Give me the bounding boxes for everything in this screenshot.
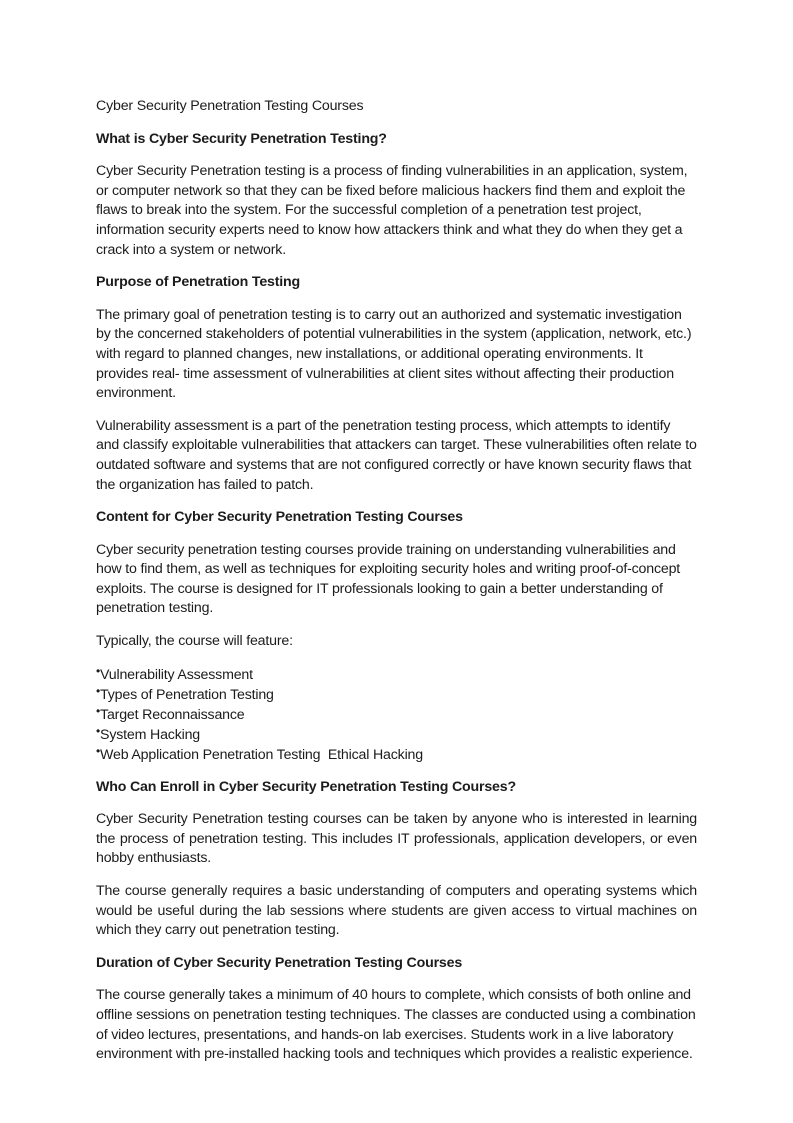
body-paragraph: The course generally requires a basic understanding of computers and operating systems which would be useful during the lab sessions where students are given access to virtual machines on which they carry out penetration testing. bbox=[96, 883, 697, 939]
section-heading-content: Content for Cyber Security Penetration Testing Courses bbox=[96, 509, 463, 526]
bullet-item-label: Vulnerability Assessment bbox=[100, 666, 253, 683]
body-paragraph: The course generally takes a minimum of 40 hours to complete, which consists of both online and offline sessions on penetration testing techniques. The classes are conducted using a combination of video lectures, presentations, and hands-on lab exercises. Students work in a live laboratory environment with pre-installed hacking tools and techniques which provides a realistic experience. bbox=[96, 987, 696, 1063]
bullet-item-label: Types of Penetration Testing bbox=[100, 686, 274, 703]
body-paragraph: Cyber Security Penetration testing courses can be taken by anyone who is interested in learning the process of penetration testing. This includes IT professionals, application developers, or even hobby enthusiasts. bbox=[96, 811, 697, 867]
list-item bbox=[96, 705, 697, 725]
bullet-icon: • bbox=[96, 663, 101, 678]
section-heading-duration: Duration of Cyber Security Penetration Testing Courses bbox=[96, 954, 463, 971]
bullet-item-label: Target Reconnaissance bbox=[100, 706, 245, 723]
list-item bbox=[96, 725, 697, 745]
body-paragraph: Vulnerability assessment is a part of the penetration testing process, which attempts to identify and classify exploitable vulnerabilities that attackers can target. These vulnerabilities often relate to outdated software and systems that are not configured correctly or have known security flaws that the organization has failed to patch. bbox=[96, 417, 697, 493]
section-heading-purpose: Purpose of Penetration Testing bbox=[96, 274, 301, 291]
list-item bbox=[96, 745, 697, 765]
section-heading-who-can-enroll: Who Can Enroll in Cyber Security Penetration Testing Courses? bbox=[96, 778, 516, 795]
document-title: Cyber Security Penetration Testing Courses bbox=[96, 98, 364, 114]
bullet-icon: • bbox=[96, 743, 101, 758]
body-paragraph: Cyber Security Penetration testing is a process of finding vulnerabilities in an application, system, or computer network so that they can be fixed before malicious hackers find them and exploit the flaws to break into the system. For the successful completion of a penetration test project, information security experts need to know how attackers think and what they do when they get a crack into a system or network. bbox=[96, 163, 688, 258]
bullet-list bbox=[96, 665, 697, 765]
bullet-item-label: System Hacking bbox=[100, 726, 201, 743]
list-item bbox=[96, 665, 697, 685]
section-heading-what-is: What is Cyber Security Penetration Testing? bbox=[96, 130, 387, 147]
document-content bbox=[96, 97, 697, 1078]
body-paragraph: The primary goal of penetration testing is to carry out an authorized and systematic investigation by the concerned stakeholders of potential vulnerabilities in the system (application, network, etc.) with regard to planned changes, new installations, or additional operating environments. It provides real- time assessment of vulnerabilities at client sites without affecting their production environment. bbox=[96, 306, 692, 402]
body-paragraph: Cyber security penetration testing courses provide training on understanding vulnerabilities and how to find them, as well as techniques for exploiting security holes and writing proof-of-concept exploits. The course is designed for IT professionals looking to gain a better understanding of penetration testing. bbox=[96, 541, 681, 617]
list-item bbox=[96, 685, 697, 705]
body-paragraph: Typically, the course will feature: bbox=[96, 633, 293, 650]
bullet-icon: • bbox=[96, 723, 101, 738]
bullet-item-label: Web Application Penetration Testing Ethical Hacking bbox=[100, 746, 423, 763]
bullet-icon: • bbox=[96, 683, 101, 698]
bullet-icon: • bbox=[96, 703, 101, 718]
